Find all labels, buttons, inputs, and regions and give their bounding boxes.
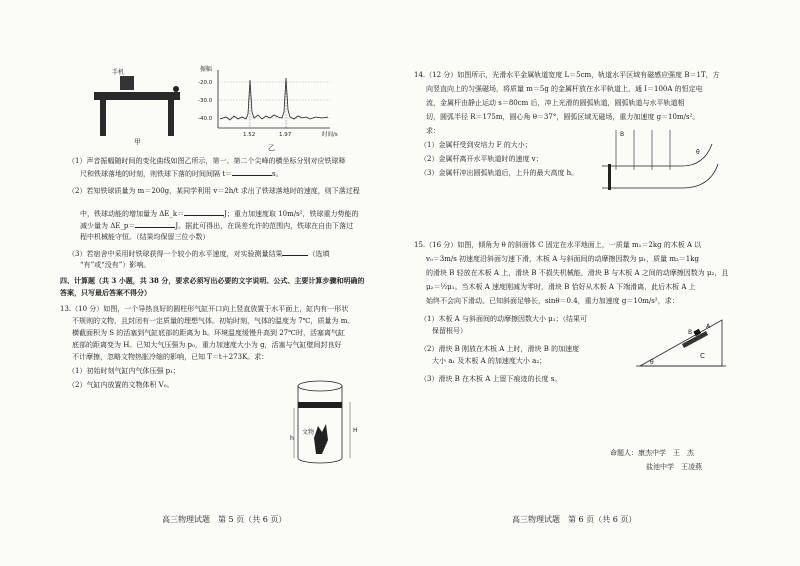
q12-part2-line1: （2）若知铁球质量为 m＝200g，某同学利用 v＝2h/t 求出了铁球落地时的速度，则下落过程 bbox=[68, 187, 360, 195]
figure-rail bbox=[600, 124, 720, 194]
figure-incline bbox=[636, 312, 726, 370]
q13-line3: 横截面积为 S 的活塞到气缸底部的距离为 h。环境温度缓慢升高到 27℃时，活塞离气缸 bbox=[72, 329, 345, 337]
q13-line1: 13.（10 分）如图，一个导热良好的圆柱形气缸开口向上竖直放置于水平面上，缸内有一形状 bbox=[60, 305, 349, 313]
table-leg-right bbox=[168, 100, 174, 136]
q15-line2: v₀＝3m/s 初速度沿斜面匀速下滑，木板 A 与斜面间的动摩擦因数为 μ₁，质量 m₂＝1kg bbox=[426, 255, 699, 263]
q12-part1-line1: （1）声音振幅随时间的变化曲线如图乙所示，第一、第二个尖峰的横坐标分别对应铁球释 bbox=[68, 157, 346, 165]
fig-cyl-obj-label: 文物 bbox=[302, 429, 315, 436]
fig-jia-phone-label: 手机 bbox=[112, 69, 125, 76]
q14-line4: 切，圆弧半径 R＝175m，圆心角 θ＝37°，圆弧区域无磁场，重力加速度 g＝10m/s²。 bbox=[426, 113, 700, 121]
phone-shape bbox=[120, 76, 134, 90]
q12-part3-line1 bbox=[68, 248, 329, 259]
metal-rod bbox=[608, 164, 611, 190]
fig-rail-theta-label: θ bbox=[696, 149, 700, 156]
fig-cyl-h-label: h bbox=[290, 435, 294, 442]
page-6 bbox=[400, 0, 800, 566]
q14-question1: （1）金属杆受到安培力 F 的大小； bbox=[420, 141, 532, 149]
section4-title-2: 答案，只写最后答案不得分） bbox=[60, 288, 151, 297]
q12-part2-line3 bbox=[80, 220, 353, 231]
fig-yi-xlabel: 时间/s bbox=[322, 132, 338, 138]
q12-part2-line2 bbox=[80, 208, 358, 219]
q12-part2-text-a: 中，铁球动能的增加量为 ΔE_k＝ bbox=[80, 210, 185, 218]
figure-cylinder bbox=[290, 376, 365, 466]
q15-question3: （3）滑块 B 在木板 A 上留下痕迹的长度 s。 bbox=[420, 375, 562, 383]
q12-part2-text-b: J；重力加速度取 10m/s²，铁球重力势能的 bbox=[224, 210, 359, 218]
fig-incline-C-label: C bbox=[700, 352, 705, 360]
q14-line1: 14.（12 分）如图所示，光滑水平金属轨道宽度 L＝5cm，轨道水平区域有磁感应强度 B＝1T，方 bbox=[414, 71, 720, 79]
q15-question1-b: 保留根号） bbox=[432, 327, 467, 335]
author-line-1: 命题人：康杰中学 王 杰 bbox=[610, 449, 694, 457]
q12-part1-unit: s。 bbox=[272, 170, 283, 178]
fig-incline-B-label: B bbox=[688, 329, 693, 336]
artifact-shape bbox=[314, 424, 328, 454]
q14-line5: 求： bbox=[426, 127, 440, 135]
q14-line2: 向竖直向上的匀强磁场，将质量 m＝5g 的金属杆放在水平轨道上，通 I＝100A 的恒定电 bbox=[426, 85, 703, 93]
q13-line4: 底部的距离变为 H。已知大气压强为 p₀，重力加速度大小为 g，活塞与气缸壁间封良好 bbox=[72, 341, 342, 349]
q14-question3: （3）金属杆冲出圆弧轨道后，上升的最大高度 h。 bbox=[420, 169, 579, 177]
q12-part1-text: 尺和铁球落地的时刻，则铁球下落的时间间隔 t＝ bbox=[80, 170, 233, 178]
table-leg-left bbox=[100, 100, 106, 136]
ball-shape bbox=[173, 86, 179, 92]
answer-blank-effect[interactable] bbox=[282, 248, 308, 256]
fig-cyl-H-label: H bbox=[353, 427, 358, 434]
ytick-1: -20.0 bbox=[198, 80, 213, 86]
page-6-footer: 高三物理试题 第 6 页（共 6 页） bbox=[512, 515, 637, 524]
q15-line4: μ₂＝½μ₁。当木板 A 速度刚减为零时，滑块 B 恰好从木板 A 下端滑离，此后木板 A 上 bbox=[426, 283, 696, 291]
fig-incline-A-label: A bbox=[706, 323, 711, 330]
answer-blank-ek[interactable] bbox=[184, 208, 224, 216]
answer-blank-t[interactable] bbox=[232, 168, 272, 176]
fig-yi-caption: 乙 bbox=[268, 144, 275, 152]
q12-part2-text-d: J。据此可得出，在误差允许的范围内，铁球在自由下落过 bbox=[175, 222, 354, 230]
q14-question2: （2）金属杆离开水平轨道时的速度 v； bbox=[420, 155, 543, 163]
q15-line3: 的滑块 B 轻放在木板 A 上，滑块 B 不损失机械能，滑块 B 与木板 A 之间的动摩擦因数为 μ₂，且 bbox=[426, 269, 729, 277]
fig-incline-theta-label: θ bbox=[650, 359, 654, 366]
fig-jia-caption: 甲 bbox=[134, 138, 141, 146]
ytick-2: -30.0 bbox=[198, 98, 213, 104]
fig-yi-ylabel: 振幅 bbox=[200, 66, 213, 73]
q12-part3-line2: “有”或“没有”）影响。 bbox=[80, 261, 151, 269]
q13-question2: （2）气缸内放置的文物体积 V₀。 bbox=[68, 381, 174, 389]
figure-jia bbox=[90, 64, 185, 146]
fig-rail-B-label: B bbox=[620, 131, 625, 138]
author-line-2: 盐池中学 王凌燕 bbox=[646, 463, 702, 471]
q13-line2: 不规则的文物，且封闭有一定质量的理想气体。初始时刻，气体的温度为 7℃，质量为 m、 bbox=[72, 317, 355, 325]
answer-blank-ep[interactable] bbox=[135, 220, 175, 228]
q12-part3-text-a: （3）若宿舍中采用时铁球获得一个较小的水平速度，对实验测量结果 bbox=[68, 250, 283, 258]
page-5-footer: 高三物理试题 第 5 页（共 6 页） bbox=[162, 515, 287, 524]
figure-yi bbox=[190, 62, 360, 154]
q13-question1: （1）初始时刻气缸内气体压强 p₁； bbox=[68, 367, 180, 375]
q15-question2-b: 大小 a₁ 及木板 A 的加速度大小 a₂； bbox=[432, 357, 547, 365]
piston-shape bbox=[298, 402, 342, 408]
q15-line5: 始终不会向下滑动。已知斜面足够长，sinθ＝0.4，重力加速度 g＝10m/s²，求： bbox=[426, 297, 679, 305]
q15-question2: （2）滑块 B 刚放在木板 A 上时，滑块 B 的加速度 bbox=[420, 345, 580, 353]
table-top bbox=[94, 92, 180, 100]
ytick-3: -40.0 bbox=[198, 116, 213, 122]
amplitude-curve bbox=[220, 78, 328, 120]
q15-line1: 15.（16 分）如图，倾角为 θ 的斜面体 C 固定在水平地面上，一质量 m₁＝2kg 的木板 A 以 bbox=[414, 241, 702, 249]
q14-line3: 流，金属杆由静止运动 s＝80cm 后，冲上光滑的圆弧轨道，圆弧轨道与水平轨道相 bbox=[426, 99, 685, 107]
section4-title: 四、计算题（共 3 小题，共 38 分，要求必须写出必要的文字说明、公式、主要计算步骤和明确的 bbox=[60, 276, 365, 285]
q15-question1: （1）木板 A 与斜面间的动摩擦因数大小 μ₁；（结果可 bbox=[420, 315, 588, 323]
q13-line5: 不计摩擦，忽略文物热胀冷缩的影响，已知 T＝t＋273K。求： bbox=[72, 353, 269, 361]
q12-part3-text-b: （选填 bbox=[308, 250, 330, 258]
q12-part1-line2 bbox=[80, 168, 283, 179]
q12-part2-text-c: 减少量为 ΔE_p＝ bbox=[80, 222, 136, 230]
xtick-2: 1.97 bbox=[279, 132, 292, 138]
xtick-1: 1.52 bbox=[243, 132, 256, 138]
q12-part2-line4: 程中机械能守恒。（结果均保留三位小数） bbox=[80, 233, 210, 241]
